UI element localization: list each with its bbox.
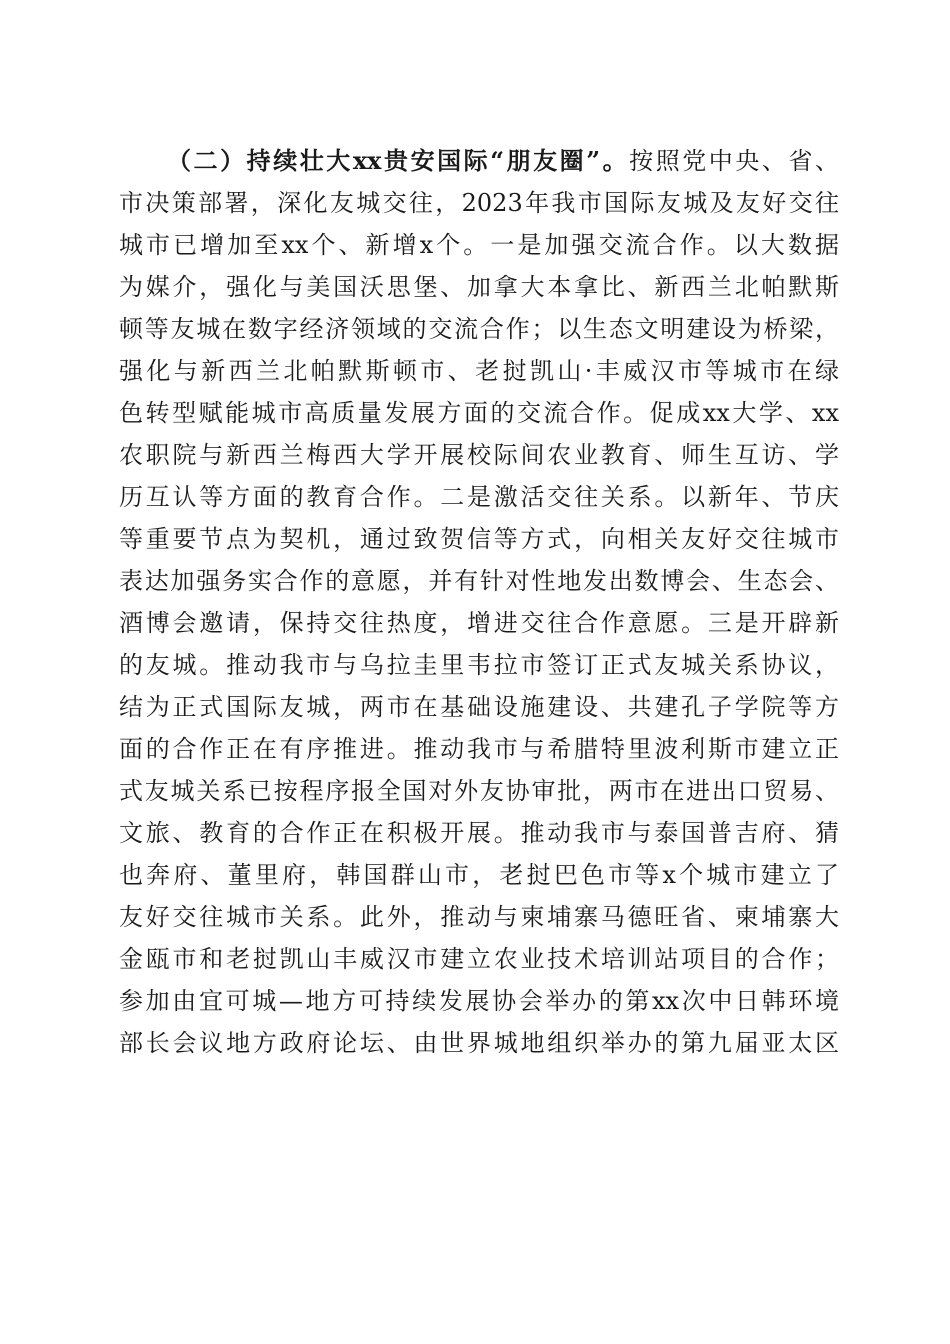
text-line: 参加由宜可城—地方可持续发展协会举办的第xx次中日韩环境 <box>119 987 839 1015</box>
text-line: 金瓯市和老挝凯山丰威汉市建立农业技术培训站项目的合作； <box>119 945 839 973</box>
text-line: 城市已增加至xx个、新增x个。一是加强交流合作。以大数据 <box>119 231 839 259</box>
text-line: 为媒介，强化与美国沃思堡、加拿大本拿比、新西兰北帕默斯 <box>119 273 839 301</box>
text-line: 也奔府、董里府，韩国群山市，老挝巴色市等x个城市建立了 <box>119 861 839 889</box>
text-line: 部长会议地方政府论坛、由世界城地组织举办的第九届亚太区 <box>119 1029 839 1057</box>
text-line: 等重要节点为契机，通过致贺信等方式，向相关友好交往城市 <box>119 525 839 553</box>
paragraph-first-line <box>119 140 839 182</box>
text-line: 表达加强务实合作的意愿，并有针对性地发出数博会、生态会、 <box>119 567 839 595</box>
text-line: 顿等友城在数字经济领域的交流合作；以生态文明建设为桥梁， <box>119 315 839 343</box>
text-line: 历互认等方面的教育合作。二是激活交往关系。以新年、节庆 <box>119 483 839 511</box>
section-heading: （二）持续壮大xx贵安国际“朋友圈”。 <box>167 146 630 175</box>
text-line: 式友城关系已按程序报全国对外友协审批，两市在进出口贸易、 <box>119 777 839 805</box>
text-line: 酒博会邀请，保持交往热度，增进交往合作意愿。三是开辟新 <box>119 609 839 637</box>
text-line: 强化与新西兰北帕默斯顿市、老挝凯山·丰威汉市等城市在绿 <box>119 357 839 385</box>
text-line: 文旅、教育的合作正在积极开展。推动我市与泰国普吉府、猜 <box>119 819 839 847</box>
text-line: 市决策部署，深化友城交往，2023年我市国际友城及友好交往 <box>119 189 839 217</box>
text-line: 农职院与新西兰梅西大学开展校际间农业教育、师生互访、学 <box>119 441 839 469</box>
text-line: 友好交往城市关系。此外，推动与柬埔寨马德旺省、柬埔寨大 <box>119 903 839 931</box>
text-line: 结为正式国际友城，两市在基础设施建设、共建孔子学院等方 <box>119 693 839 721</box>
body-text <box>119 140 839 1064</box>
text-line: 色转型赋能城市高质量发展方面的交流合作。促成xx大学、xx <box>119 399 839 427</box>
first-line-text: 按照党中央、省、 <box>629 147 839 175</box>
text-line: 面的合作正在有序推进。推动我市与希腊特里波利斯市建立正 <box>119 735 839 763</box>
text-line: 的友城。推动我市与乌拉圭里韦拉市签订正式友城关系协议， <box>119 651 839 679</box>
